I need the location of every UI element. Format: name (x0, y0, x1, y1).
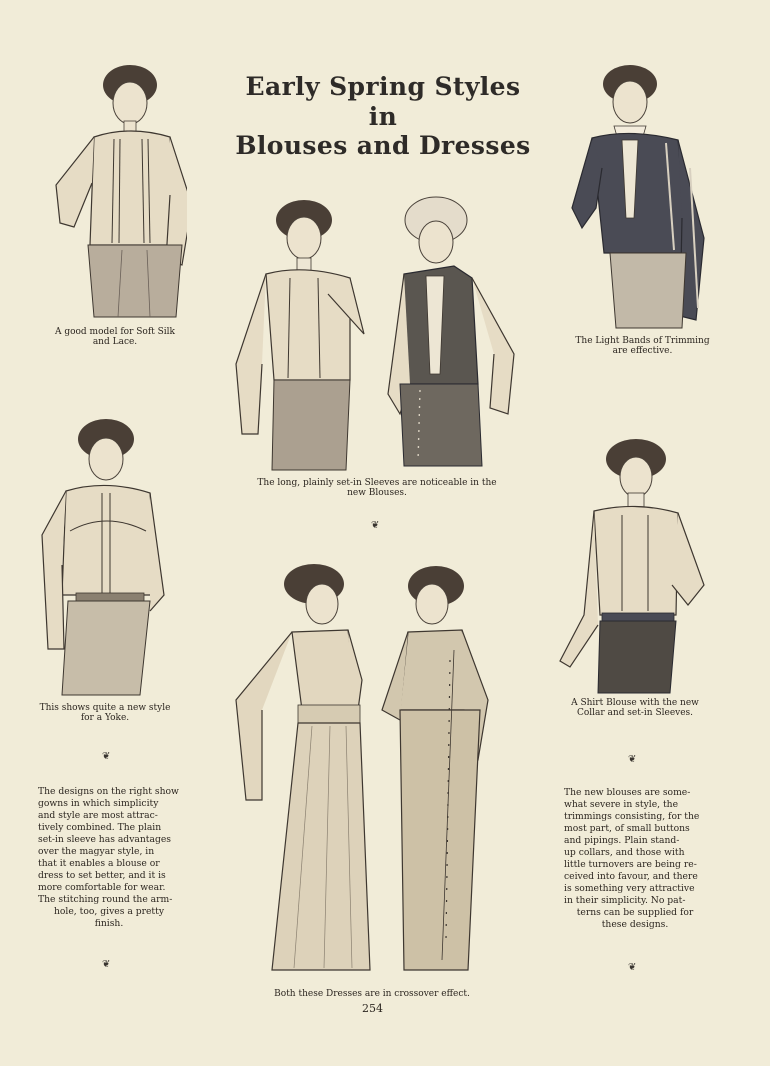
caption-line: A Shirt Blouse with the new (571, 698, 699, 708)
text-line: set-in sleeve has advantages (38, 834, 171, 845)
blouse-figure-1 (42, 55, 187, 325)
title-line-2: in (368, 101, 398, 131)
text-line: tively combined. The plain (38, 822, 162, 833)
text-line: up collars, and those with (564, 847, 685, 858)
caption-line: Collar and set-in Sleeves. (576, 708, 694, 718)
text-line: in their simplicity. No pat- (564, 895, 686, 906)
text-line: The new blouses are some- (564, 787, 691, 798)
text-line: dress to set better, and it is (38, 870, 166, 881)
text-line: terns can be supplied for (576, 907, 694, 918)
paragraph-left (38, 786, 180, 930)
text-line: hole, too, gives a pretty (53, 906, 165, 917)
caption-line: and Lace. (92, 337, 138, 347)
caption-line: new Blouses. (347, 488, 407, 498)
text-line: these designs. (601, 919, 669, 930)
caption-line: Both these Dresses are in crossover effect. (274, 989, 470, 999)
text-line: that it enables a blouse or (38, 858, 160, 869)
caption-mid-left (30, 703, 180, 723)
caption-line: This shows quite a new style (39, 703, 171, 713)
caption-top-left (30, 327, 200, 347)
caption-top-right (560, 336, 725, 356)
text-line: most part, of small buttons (564, 823, 690, 834)
title-line-3: Blouses and Dresses (235, 131, 531, 160)
ornament-icon: ❦ (371, 520, 380, 531)
text-line: what severe in style, the (564, 799, 679, 810)
blouse-pair-figure (232, 194, 522, 474)
caption-line: The Light Bands of Trimming (575, 336, 710, 346)
caption-line: A good model for Soft Silk (54, 327, 176, 337)
text-line: is something very attractive (564, 883, 695, 894)
ornament-icon: ❦ (102, 959, 111, 970)
text-line: little turnovers are being re- (564, 859, 697, 870)
caption-line: The long, plainly set-in Sleeves are noticeable in the (257, 478, 497, 488)
caption-line: are effective. (612, 346, 673, 356)
text-line: and style are most attrac- (38, 810, 158, 821)
ornament-icon: ❦ (102, 751, 111, 762)
text-line: The designs on the right show (38, 786, 179, 797)
text-line: gowns in which simplicity (38, 798, 159, 809)
text-line: over the magyar style, in (38, 846, 155, 857)
text-line: finish. (94, 918, 124, 929)
blouse-figure-2 (570, 58, 710, 333)
caption-center (232, 478, 522, 498)
caption-bottom-center (232, 989, 512, 999)
dress-pair-figure (232, 560, 492, 985)
blouse-figure-4 (556, 435, 706, 697)
title-line-1: Early Spring Styles (245, 72, 521, 101)
illustration-shirt-blouse (556, 435, 706, 697)
paragraph-right (564, 787, 706, 931)
illustration-crossover-dresses (232, 560, 492, 985)
text-line: The stitching round the arm- (38, 894, 173, 905)
text-line: trimmings consisting, for the (564, 811, 700, 822)
ornament-icon: ❦ (628, 962, 637, 973)
text-line: more comfortable for wear. (38, 882, 166, 893)
text-line: ceived into favour, and there (564, 871, 698, 882)
blouse-figure-3 (40, 415, 170, 700)
ornament-icon: ❦ (628, 754, 637, 765)
caption-line: for a Yoke. (80, 713, 130, 723)
page-title (200, 72, 566, 161)
page-number: 254 (362, 1002, 383, 1015)
illustration-blouse-yoke (40, 415, 170, 700)
illustration-blouse-soft-silk (42, 55, 187, 325)
illustration-blouses-set-in-sleeves (232, 194, 522, 474)
illustration-blouse-light-bands (570, 58, 710, 333)
caption-mid-right (555, 698, 715, 718)
text-line: and pipings. Plain stand- (564, 835, 680, 846)
